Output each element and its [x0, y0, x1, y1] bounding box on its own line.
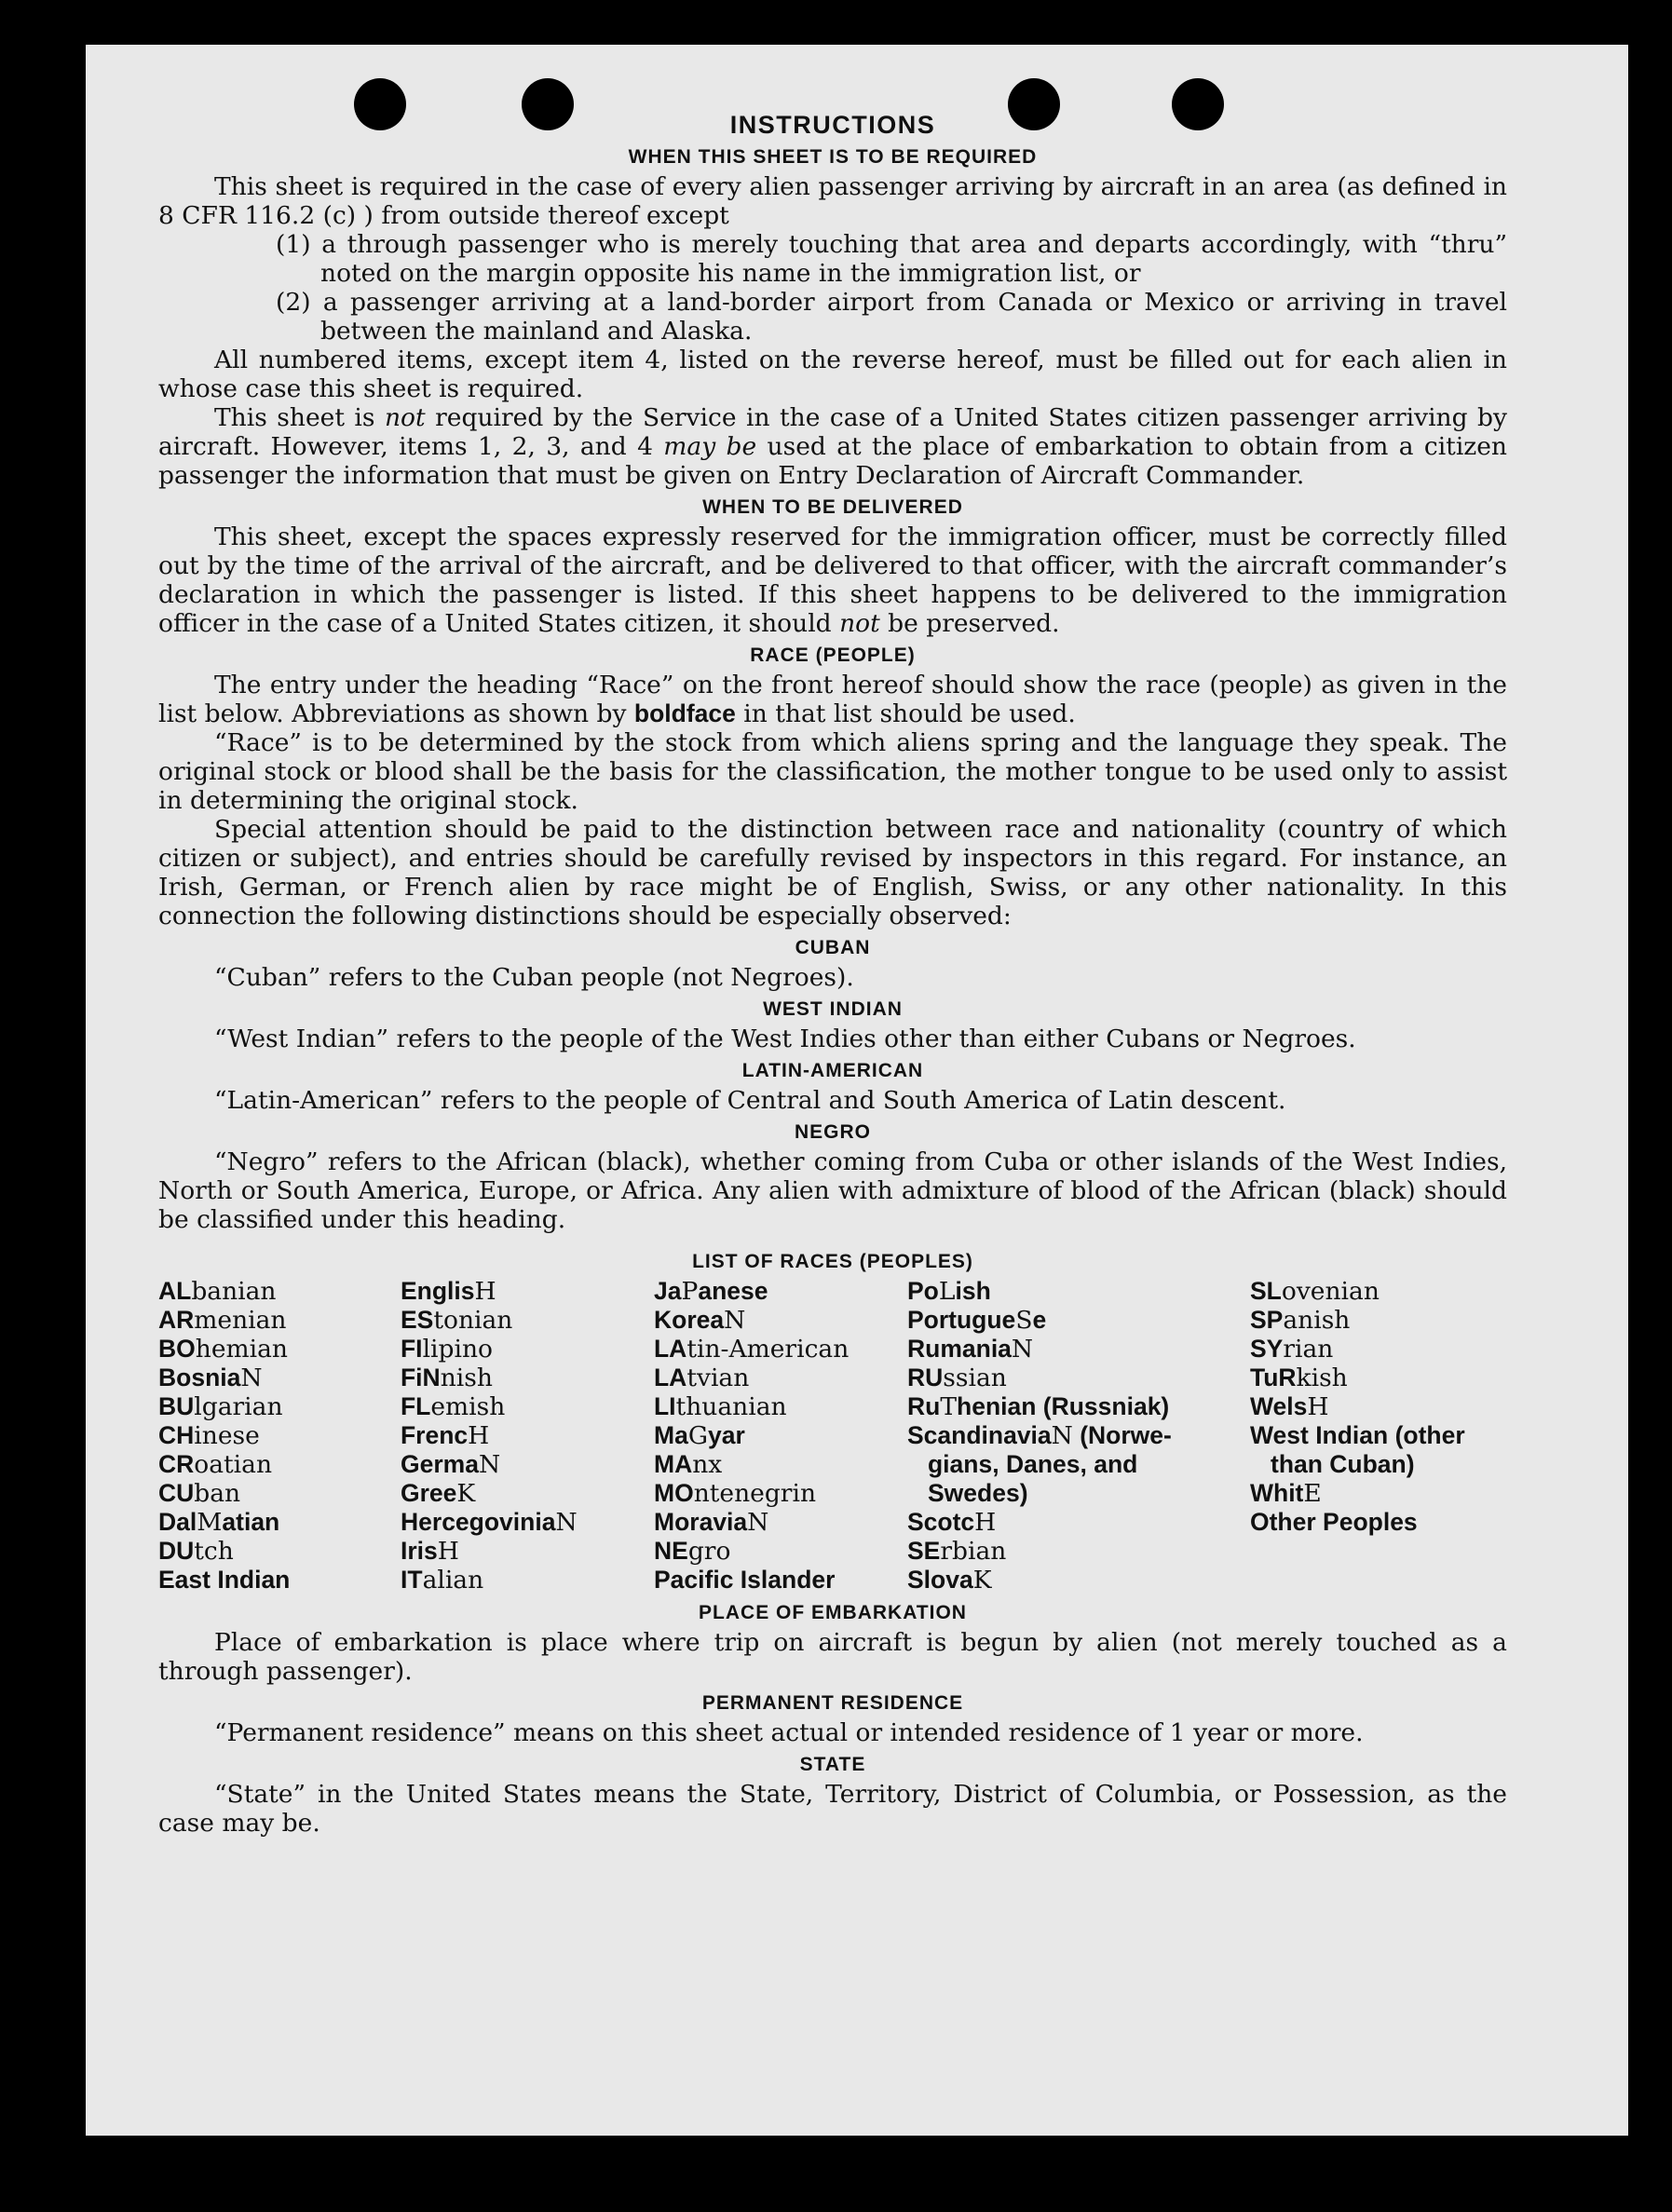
race-entry: [1250, 1479, 1507, 1508]
race-abbreviation: IT: [401, 1566, 423, 1594]
paragraph-required: This sheet is required in the case of every alien passenger arriving by aircraft in an area (as defined in 8 CFR 116.2 (c) ) from outside thereof except: [158, 172, 1507, 230]
race-text: N: [747, 1508, 769, 1537]
race-text: anish: [1283, 1306, 1351, 1335]
race-abbreviation: Ma: [654, 1421, 688, 1449]
race-text: E: [1303, 1479, 1322, 1508]
race-abbreviation: Scotc: [907, 1508, 975, 1536]
race-text: nish: [440, 1364, 493, 1392]
race-entry: [907, 1566, 1250, 1595]
race-entry: [654, 1450, 907, 1479]
race-entry: [1250, 1421, 1507, 1450]
race-entry: [158, 1364, 401, 1392]
race-entry: [907, 1392, 1250, 1421]
race-text: lgarian: [194, 1392, 283, 1421]
race-text: rbian: [940, 1537, 1007, 1566]
race-text: hemian: [195, 1335, 288, 1364]
race-abbreviation: henian (Russniak): [957, 1392, 1170, 1420]
heading-delivered: WHEN TO BE DELIVERED: [702, 496, 963, 518]
race-abbreviation: Other Peoples: [1250, 1508, 1418, 1536]
race-text: L: [938, 1277, 956, 1306]
race-entry: [158, 1566, 401, 1595]
race-text: H: [437, 1537, 459, 1566]
race-text: N: [724, 1306, 746, 1335]
paragraph-race-stock: “Race” is to be determined by the stock from which aliens spring and the language they speak. The original stock or blood shall be the basis for the classification, the mother tongue to be used only to assist in determining the original stock.: [158, 728, 1507, 815]
race-entry: [158, 1277, 401, 1306]
race-abbreviation: East Indian: [158, 1566, 291, 1594]
document-sheet: [86, 45, 1628, 2136]
race-entry: [907, 1306, 1250, 1335]
heading-cuban: CUBAN: [795, 937, 871, 958]
race-entry: [1250, 1508, 1507, 1537]
race-entry: [907, 1364, 1250, 1392]
paragraph-delivered: This sheet, except the spaces expressly reserved for the immigration officer, must be correctly filled out by the time of the arrival of the aircraft, and be delivered to that officer, with the aircraft commander’s declaration in which the passenger is listed. If this sheet happens to be delivered to the immigration officer in the case of a United States citizen, it should not be preserved.: [158, 522, 1507, 638]
race-entry: [1250, 1335, 1507, 1364]
race-abbreviation: SY: [1250, 1335, 1284, 1363]
race-abbreviation: (Norwe-: [1072, 1421, 1172, 1449]
race-text: M: [197, 1508, 223, 1537]
race-text: ntenegrin: [693, 1479, 817, 1508]
race-entry: [158, 1508, 401, 1537]
race-entry: [401, 1450, 654, 1479]
race-abbreviation: Frenc: [401, 1421, 469, 1449]
race-text: N: [1011, 1335, 1034, 1364]
races-column-3: [654, 1277, 907, 1595]
race-abbreviation: FiN: [401, 1364, 441, 1391]
race-text: N: [240, 1364, 263, 1392]
race-entry: [401, 1364, 654, 1392]
race-abbreviation: gians, Danes, and: [928, 1450, 1138, 1478]
race-abbreviation: Ru: [907, 1392, 941, 1420]
race-abbreviation: Portugue: [907, 1306, 1016, 1334]
heading-west-indian: WEST INDIAN: [763, 998, 903, 1020]
race-entry: [654, 1421, 907, 1450]
race-text: menian: [194, 1306, 287, 1335]
race-abbreviation: yar: [708, 1421, 745, 1449]
race-entry: [907, 1537, 1250, 1566]
race-entry: [654, 1364, 907, 1392]
race-entry: [401, 1335, 654, 1364]
title-instructions: INSTRUCTIONS: [729, 111, 936, 139]
paragraph-race-nationality: Special attention should be paid to the distinction between race and nationality (country of which citizen or subject), and entries should be carefully revised by inspectors in this regard. For instance, an Irish, German, or French alien by race might be of English, Swiss, or any other nationality. In this connection the following distinctions should be especially observed:: [158, 815, 1507, 930]
race-abbreviation: Bosnia: [158, 1364, 241, 1391]
race-abbreviation: LI: [654, 1392, 676, 1420]
race-abbreviation: SE: [907, 1537, 941, 1565]
race-abbreviation: DU: [158, 1537, 195, 1565]
heading-list-of-races: LIST OF RACES (PEOPLES): [692, 1251, 973, 1272]
race-abbreviation: NE: [654, 1537, 688, 1565]
race-abbreviation: Englis: [401, 1277, 475, 1305]
heading-permanent-residence: PERMANENT RESIDENCE: [701, 1692, 964, 1714]
race-text: tin-American: [686, 1335, 850, 1364]
paragraph-numbered-items: All numbered items, except item 4, listed on the reverse hereof, must be filled out for each alien in whose case this sheet is required.: [158, 346, 1507, 403]
race-entry: [401, 1566, 654, 1595]
race-text: ovenian: [1281, 1277, 1380, 1306]
race-abbreviation: MO: [654, 1479, 694, 1507]
race-entry: [907, 1421, 1250, 1450]
race-abbreviation: anese: [698, 1277, 768, 1305]
race-entry: [401, 1277, 654, 1306]
race-text: S: [1015, 1306, 1033, 1335]
race-entry: [158, 1335, 401, 1364]
race-entry: [907, 1450, 1250, 1479]
race-text: ssian: [943, 1364, 1007, 1392]
exception-item-2: (2) a passenger arriving at a land-border airport from Canada or Mexico or arriving in travel between the mainland and Alaska.: [276, 288, 1507, 346]
race-entry: [654, 1479, 907, 1508]
race-abbreviation: TuR: [1250, 1364, 1297, 1391]
race-abbreviation: RU: [907, 1364, 944, 1391]
heading-negro: NEGRO: [794, 1121, 871, 1143]
race-entry: [158, 1392, 401, 1421]
race-abbreviation: than Cuban): [1271, 1450, 1415, 1478]
race-entry: [1250, 1277, 1507, 1306]
race-entry: [158, 1537, 401, 1566]
paragraph-cuban: “Cuban” refers to the Cuban people (not Negroes).: [214, 963, 854, 992]
race-entry: [1250, 1306, 1507, 1335]
race-entry: [1250, 1364, 1507, 1392]
race-text: rian: [1283, 1335, 1334, 1364]
race-entry: [401, 1421, 654, 1450]
heading-state: STATE: [799, 1754, 866, 1775]
paragraph-race-entry: The entry under the heading “Race” on the front hereof should show the race (people) as given in the list below. Abbreviations as shown by boldface in that list should be used.: [158, 671, 1507, 728]
race-abbreviation: (other: [1388, 1421, 1465, 1449]
race-entry: [907, 1479, 1250, 1508]
paragraph-west-indian: “West Indian” refers to the people of the West Indies other than either Cubans or Negroes.: [214, 1025, 1356, 1053]
race-abbreviation: Germa: [401, 1450, 479, 1478]
race-text: nx: [692, 1450, 723, 1479]
paragraph-state: “State” in the United States means the State, Territory, District of Columbia, or Possession, as the case may be.: [158, 1780, 1507, 1838]
heading-embarkation: PLACE OF EMBARKATION: [699, 1602, 967, 1623]
races-column-4: [907, 1277, 1250, 1595]
race-abbreviation: Whit: [1250, 1479, 1304, 1507]
race-entry: [158, 1421, 401, 1450]
race-abbreviation: LA: [654, 1335, 687, 1363]
paragraph-embarkation: Place of embarkation is place where trip on aircraft is begun by alien (not merely touched as a through passenger).: [158, 1628, 1507, 1686]
race-entry: [907, 1335, 1250, 1364]
race-text: tonian: [433, 1306, 513, 1335]
race-abbreviation: atian: [222, 1508, 280, 1536]
race-text: ban: [194, 1479, 241, 1508]
race-abbreviation: Slova: [907, 1566, 973, 1594]
exception-item-1: (1) a through passenger who is merely touching that area and departs accordingly, with “thru” noted on the margin opposite his name in the immigration list, or: [276, 230, 1507, 288]
race-abbreviation: AR: [158, 1306, 195, 1334]
document-body: [158, 108, 1507, 1838]
race-entry: [654, 1306, 907, 1335]
race-abbreviation: BU: [158, 1392, 195, 1420]
race-text: H: [468, 1421, 490, 1450]
race-abbreviation: Ja: [654, 1277, 682, 1305]
races-list: [158, 1277, 1507, 1595]
race-text: H: [974, 1508, 997, 1537]
race-entry: [401, 1392, 654, 1421]
race-entry: [1250, 1450, 1507, 1479]
race-abbreviation: Dal: [158, 1508, 197, 1536]
paragraph-citizen: This sheet is not required by the Service in the case of a United States citizen passenger arriving by aircraft. However, items 1, 2, 3, and 4 may be used at the place of embarkation to obtain from a citizen passenger the information that must be given on Entry Declaration of Aircraft Commander.: [158, 403, 1507, 490]
race-entry: [654, 1537, 907, 1566]
race-entry: [907, 1508, 1250, 1537]
race-abbreviation: e: [1032, 1306, 1047, 1334]
race-abbreviation: Scandinavia: [907, 1421, 1052, 1449]
race-abbreviation: FI: [401, 1335, 423, 1363]
race-abbreviation: MA: [654, 1450, 693, 1478]
race-abbreviation: FL: [401, 1392, 431, 1420]
race-entry: [158, 1450, 401, 1479]
race-text: banian: [191, 1277, 277, 1306]
paragraph-latin-american: “Latin-American” refers to the people of Central and South America of Latin descent.: [214, 1086, 1286, 1115]
race-text: H: [474, 1277, 496, 1306]
race-entry: [654, 1566, 907, 1595]
race-text: emish: [430, 1392, 506, 1421]
race-abbreviation: Rumania: [907, 1335, 1012, 1363]
race-abbreviation: Po: [907, 1277, 939, 1305]
paragraph-negro: “Negro” refers to the African (black), whether coming from Cuba or other islands of the West Indies, North or South America, Europe, or Africa. Any alien with admixture of blood of the African (black) should be classified under this heading.: [158, 1147, 1507, 1234]
race-abbreviation: Pacific Islander: [654, 1566, 836, 1594]
heading-latin-american: LATIN-AMERICAN: [741, 1060, 924, 1081]
race-text: oatian: [194, 1450, 273, 1479]
race-entry: [654, 1277, 907, 1306]
race-abbreviation: SL: [1250, 1277, 1282, 1305]
race-text: kish: [1296, 1364, 1348, 1392]
race-abbreviation: Hercegovinia: [401, 1508, 556, 1536]
paragraph-permanent-residence: “Permanent residence” means on this sheet actual or intended residence of 1 year or more.: [214, 1718, 1364, 1747]
race-text: P: [681, 1277, 699, 1306]
race-abbreviation: CH: [158, 1421, 195, 1449]
race-entry: [654, 1392, 907, 1421]
race-text: N: [1051, 1421, 1073, 1450]
race-abbreviation: LA: [654, 1364, 687, 1391]
heading-required: WHEN THIS SHEET IS TO BE REQUIRED: [628, 146, 1038, 168]
race-text: K: [972, 1566, 992, 1595]
race-text: G: [687, 1421, 708, 1450]
race-text: tvian: [686, 1364, 750, 1392]
race-text: tch: [194, 1537, 234, 1566]
race-text: inese: [194, 1421, 260, 1450]
race-text: thuanian: [675, 1392, 787, 1421]
race-text: N: [555, 1508, 578, 1537]
race-abbreviation: Korea: [654, 1306, 725, 1334]
race-text: H: [1307, 1392, 1329, 1421]
race-entry: [158, 1479, 401, 1508]
race-abbreviation: Gree: [401, 1479, 457, 1507]
race-abbreviation: Swedes): [928, 1479, 1028, 1507]
race-abbreviation: ish: [955, 1277, 991, 1305]
race-entry: [158, 1306, 401, 1335]
race-abbreviation: Moravia: [654, 1508, 748, 1536]
races-column-5: [1250, 1277, 1507, 1595]
race-text: N: [478, 1450, 501, 1479]
race-entry: [401, 1537, 654, 1566]
race-abbreviation: CR: [158, 1450, 195, 1478]
race-text: gro: [687, 1537, 731, 1566]
race-abbreviation: BO: [158, 1335, 196, 1363]
race-abbreviation: Wels: [1250, 1392, 1308, 1420]
races-column-1: [158, 1277, 401, 1595]
race-abbreviation: West Indian: [1250, 1421, 1389, 1449]
heading-race: RACE (PEOPLE): [750, 645, 916, 666]
race-text: T: [940, 1392, 958, 1421]
race-entry: [907, 1277, 1250, 1306]
race-text: lipino: [422, 1335, 493, 1364]
race-text: alian: [422, 1566, 484, 1595]
race-abbreviation: AL: [158, 1277, 192, 1305]
race-entry: [401, 1479, 654, 1508]
races-column-2: [401, 1277, 654, 1595]
race-entry: [654, 1335, 907, 1364]
race-abbreviation: CU: [158, 1479, 195, 1507]
race-abbreviation: Iris: [401, 1537, 438, 1565]
race-abbreviation: ES: [401, 1306, 434, 1334]
race-entry: [654, 1508, 907, 1537]
race-text: K: [456, 1479, 476, 1508]
race-entry: [401, 1508, 654, 1537]
race-entry: [401, 1306, 654, 1335]
race-abbreviation: SP: [1250, 1306, 1284, 1334]
race-entry: [1250, 1392, 1507, 1421]
